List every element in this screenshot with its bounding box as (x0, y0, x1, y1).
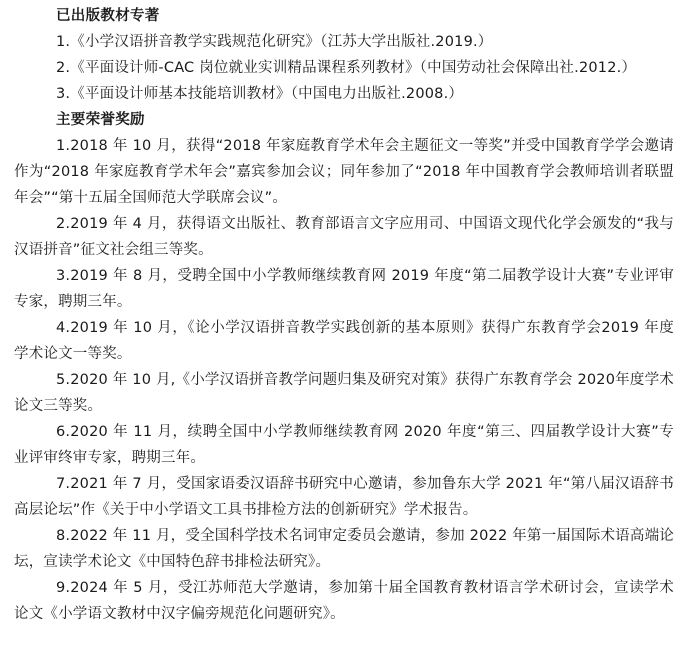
honor-item-1: 1.2018 年 10 月，获得“2018 年家庭教育学术年会主题征文一等奖”并受中国教育学学会邀请作为“2018 年家庭教育学术年会”嘉宾参加会议；同年参加了“2018 年中国教育学会教师培训者联盟年会”“第十五届全国师范大学联席会议”。 (14, 138, 674, 206)
publication-item-1: 1.《小学汉语拼音教学实践规范化研究》（江苏大学出版社.2019.） (56, 34, 493, 50)
honor-item-9: 9.2024 年 5 月，受江苏师范大学邀请，参加第十届全国教育教材语言学术研讨会，宣读学术论文《小学语文教材中汉字偏旁规范化问题研究》。 (14, 580, 674, 622)
honors-heading: 主要荣誉奖励 (56, 112, 145, 128)
honor-item-7: 7.2021 年 7 月，受国家语委汉语辞书研究中心邀请，参加鲁东大学 2021 年“第八届汉语辞书高层论坛”作《关于中小学语文工具书排检方法的创新研究》学术报告。 (14, 476, 674, 518)
honor-item-3: 3.2019 年 8 月，受聘全国中小学教师继续教育网 2019 年度“第二届教学设计大赛”专业评审专家，聘期三年。 (14, 268, 674, 310)
honor-item-5: 5.2020 年 10 月,《小学汉语拼音教学问题归集及研究对策》获得广东教育学会 2020年度学术论文三等奖。 (14, 372, 674, 414)
publication-item-3: 3.《平面设计师基本技能培训教材》（中国电力出版社.2008.） (56, 86, 464, 102)
honor-item-4: 4.2019 年 10 月，《论小学汉语拼音教学实践创新的基本原则》获得广东教育学会2019 年度学术论文一等奖。 (14, 320, 674, 362)
honor-item-6: 6.2020 年 11 月，续聘全国中小学教师继续教育网 2020 年度“第三、四届教学设计大赛”专业评审终审专家，聘期三年。 (14, 424, 674, 466)
honor-item-2: 2.2019 年 4 月，获得语文出版社、教育部语言文字应用司、中国语文现代化学会颁发的“我与汉语拼音”征文社会组三等奖。 (14, 216, 674, 258)
publication-item-2: 2.《平面设计师-CAC 岗位就业实训精品课程系列教材》（中国劳动社会保障出社.2012.） (56, 60, 637, 76)
publications-heading: 已出版教材专著 (56, 8, 160, 24)
honor-item-8: 8.2022 年 11 月，受全国科学技术名词审定委员会邀请，参加 2022 年第一届国际术语高端论坛，宣读学术论文《中国特色辞书排检法研究》。 (14, 528, 674, 570)
